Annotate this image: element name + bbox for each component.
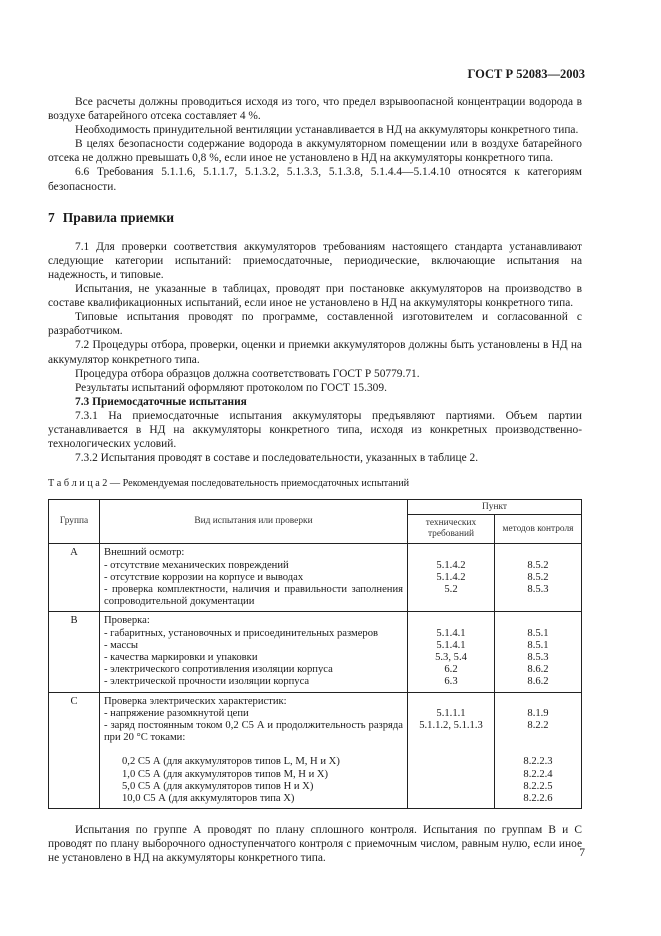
tech-clause: 5.3, 5.4 [435, 651, 467, 663]
tech-clause: 5.1.4.2 [436, 571, 466, 583]
page-number: 7 [579, 847, 585, 859]
test-item: - отсутствие механических повреждений [104, 559, 289, 571]
table-caption: Т а б л и ц а 2 — Рекомендуемая последовательность приемосдаточных испытаний [48, 478, 410, 490]
tech-clause: 6.3 [444, 676, 458, 688]
test-item: 5,0 C5 А (для аккумуляторов типов Н и X) [122, 780, 314, 792]
method-clause: 8.2.2.3 [523, 756, 553, 768]
paragraph: В целях безопасности содержание водорода в аккумуляторном помещении или в воздухе батарейного отсека не должно превышать 0,8 %, если иное не установлено в НД на аккумуляторы конкретного типа. [48, 138, 582, 165]
test-kind-cell [100, 612, 408, 692]
method-clause: 8.5.2 [527, 559, 549, 571]
tech-clause: 5.1.1.2, 5.1.1.3 [419, 719, 483, 731]
tech-clause-cell [408, 692, 495, 809]
method-clause: 8.2.2.5 [523, 780, 553, 792]
subsection-heading: 7.3 Приемосдаточные испытания [75, 395, 247, 408]
paragraph: 7.1 Для проверки соответствия аккумуляторов требованиям настоящего стандарта устанавливают следующие категории испытаний: приемосдаточные, периодические, включающие испытания на надежность, и типовые. [48, 240, 582, 281]
method-clause: 8.5.3 [527, 651, 549, 663]
acceptance-tests-table [48, 499, 582, 809]
column-header-tech: технических требований [408, 515, 495, 544]
tech-clause: 5.1.4.1 [436, 639, 466, 651]
column-header-group: Группа [49, 500, 100, 544]
paragraph: Необходимость принудительной вентиляции устанавливается в НД на аккумуляторы конкретного типа. [75, 124, 579, 137]
tech-clause: 5.2 [444, 583, 458, 595]
test-item: - заряд постоянным током 0,2 C5 А и продолжительность разряда при 20 °С токами: [104, 719, 403, 744]
group-cell: В [49, 612, 100, 692]
section-number: 7 [48, 209, 55, 225]
method-clause: 8.5.1 [527, 639, 549, 651]
method-clause: 8.2.2.6 [523, 793, 553, 804]
document-body [48, 95, 582, 865]
tech-clause: 5.1.4.1 [436, 627, 466, 639]
method-clause-cell [495, 692, 582, 809]
section-heading [48, 211, 582, 225]
tech-clause-cell [408, 612, 495, 692]
table-row [49, 612, 582, 692]
paragraph: 6.6 Требования 5.1.1.6, 5.1.1.7, 5.1.3.2, 5.1.3.3, 5.1.3.8, 5.1.4.4—5.1.4.10 относятся к категориям безопасности. [48, 166, 582, 193]
tech-clause: 5.1.1.1 [436, 707, 466, 719]
test-item: Проверка электрических характеристик: [104, 695, 287, 707]
table-row [49, 544, 582, 612]
test-item: Внешний осмотр: [104, 547, 185, 559]
group-cell: С [49, 692, 100, 809]
test-item: - напряжение разомкнутой цепи [104, 707, 249, 719]
table-row [49, 692, 582, 809]
method-clause: 8.6.2 [527, 676, 549, 688]
test-item: - электрического сопротивления изоляции корпуса [104, 664, 333, 676]
tech-clause: 5.1.4.2 [436, 559, 466, 571]
document-code-header: ГОСТ Р 52083—2003 [467, 67, 585, 81]
paragraph: Процедура отбора образцов должна соответствовать ГОСТ Р 50779.71. [75, 367, 420, 380]
method-clause: 8.5.1 [527, 627, 549, 639]
test-item: - отсутствие коррозии на корпусе и выводах [104, 571, 304, 583]
method-clause: 8.2.2 [527, 719, 549, 731]
method-clause: 8.5.3 [527, 583, 549, 595]
method-clause-cell [495, 544, 582, 612]
test-kind-cell [100, 544, 408, 612]
column-header-methods: методов контроля [495, 515, 582, 544]
test-item: - массы [104, 639, 139, 651]
column-header-clause: Пункт [408, 500, 582, 515]
test-item: 10,0 C5 А (для аккумуляторов типа X) [122, 793, 295, 804]
column-header-kind: Вид испытания или проверки [100, 500, 408, 544]
paragraph: Испытания по группе А проводят по плану сплошного контроля. Испытания по группам В и С проводят по плану выборочного одноступенчатого контроля с приемочным числом, равным нулю, если иное не установлено в НД на аккумуляторы конкретного типа. [48, 824, 582, 865]
test-item: Проверка: [104, 615, 150, 627]
method-clause: 8.2.2.4 [523, 768, 553, 780]
paragraph: 7.3.2 Испытания проводят в составе и последовательности, указанных в таблице 2. [75, 452, 479, 465]
method-clause: 8.1.9 [527, 707, 549, 719]
paragraph: Испытания, не указанные в таблицах, проводят при постановке аккумуляторов на производство в составе квалификационных испытаний, если иное не установлено в НД на аккумуляторы конкретного типа. [48, 283, 582, 310]
group-cell: А [49, 544, 100, 612]
paragraph: 7.2 Процедуры отбора, проверки, оценки и приемки аккумуляторов должны быть установлены в НД на аккумулятор конкретного типа. [48, 339, 582, 366]
method-clause-cell [495, 612, 582, 692]
test-item: - электрической прочности изоляции корпуса [104, 676, 310, 688]
test-item: - габаритных, установочных и присоединительных размеров [104, 627, 378, 639]
paragraph: Все расчеты должны проводиться исходя из того, что предел взрывоопасной концентрации водорода в воздухе батарейного отсека составляет 4 %. [48, 96, 582, 123]
section-title: Правила приемки [62, 209, 175, 225]
paragraph: Типовые испытания проводят по программе, составленной изготовителем и согласованной с разработчиком. [48, 311, 582, 338]
paragraph: 7.3.1 На приемосдаточные испытания аккумуляторы предъявляют партиями. Объем партии устанавливается в НД на аккумуляторы конкретного типа, исходя из конкретных производственно-технологических условий. [48, 409, 582, 451]
test-item: 1,0 C5 А (для аккумуляторов типов М, Н и X) [122, 768, 329, 780]
test-kind-cell [100, 692, 408, 809]
tech-clause-cell [408, 544, 495, 612]
paragraph: Результаты испытаний оформляют протоколом по ГОСТ 15.309. [75, 381, 387, 394]
method-clause: 8.5.2 [527, 571, 549, 583]
tech-clause: 6.2 [444, 664, 458, 676]
method-clause: 8.6.2 [527, 664, 549, 676]
test-item: - качества маркировки и упаковки [104, 651, 258, 663]
test-item: - проверка комплектности, наличия и правильности заполнения сопроводительной документации [104, 583, 403, 608]
test-item: 0,2 C5 А (для аккумуляторов типов L, M, Н и X) [122, 756, 340, 768]
